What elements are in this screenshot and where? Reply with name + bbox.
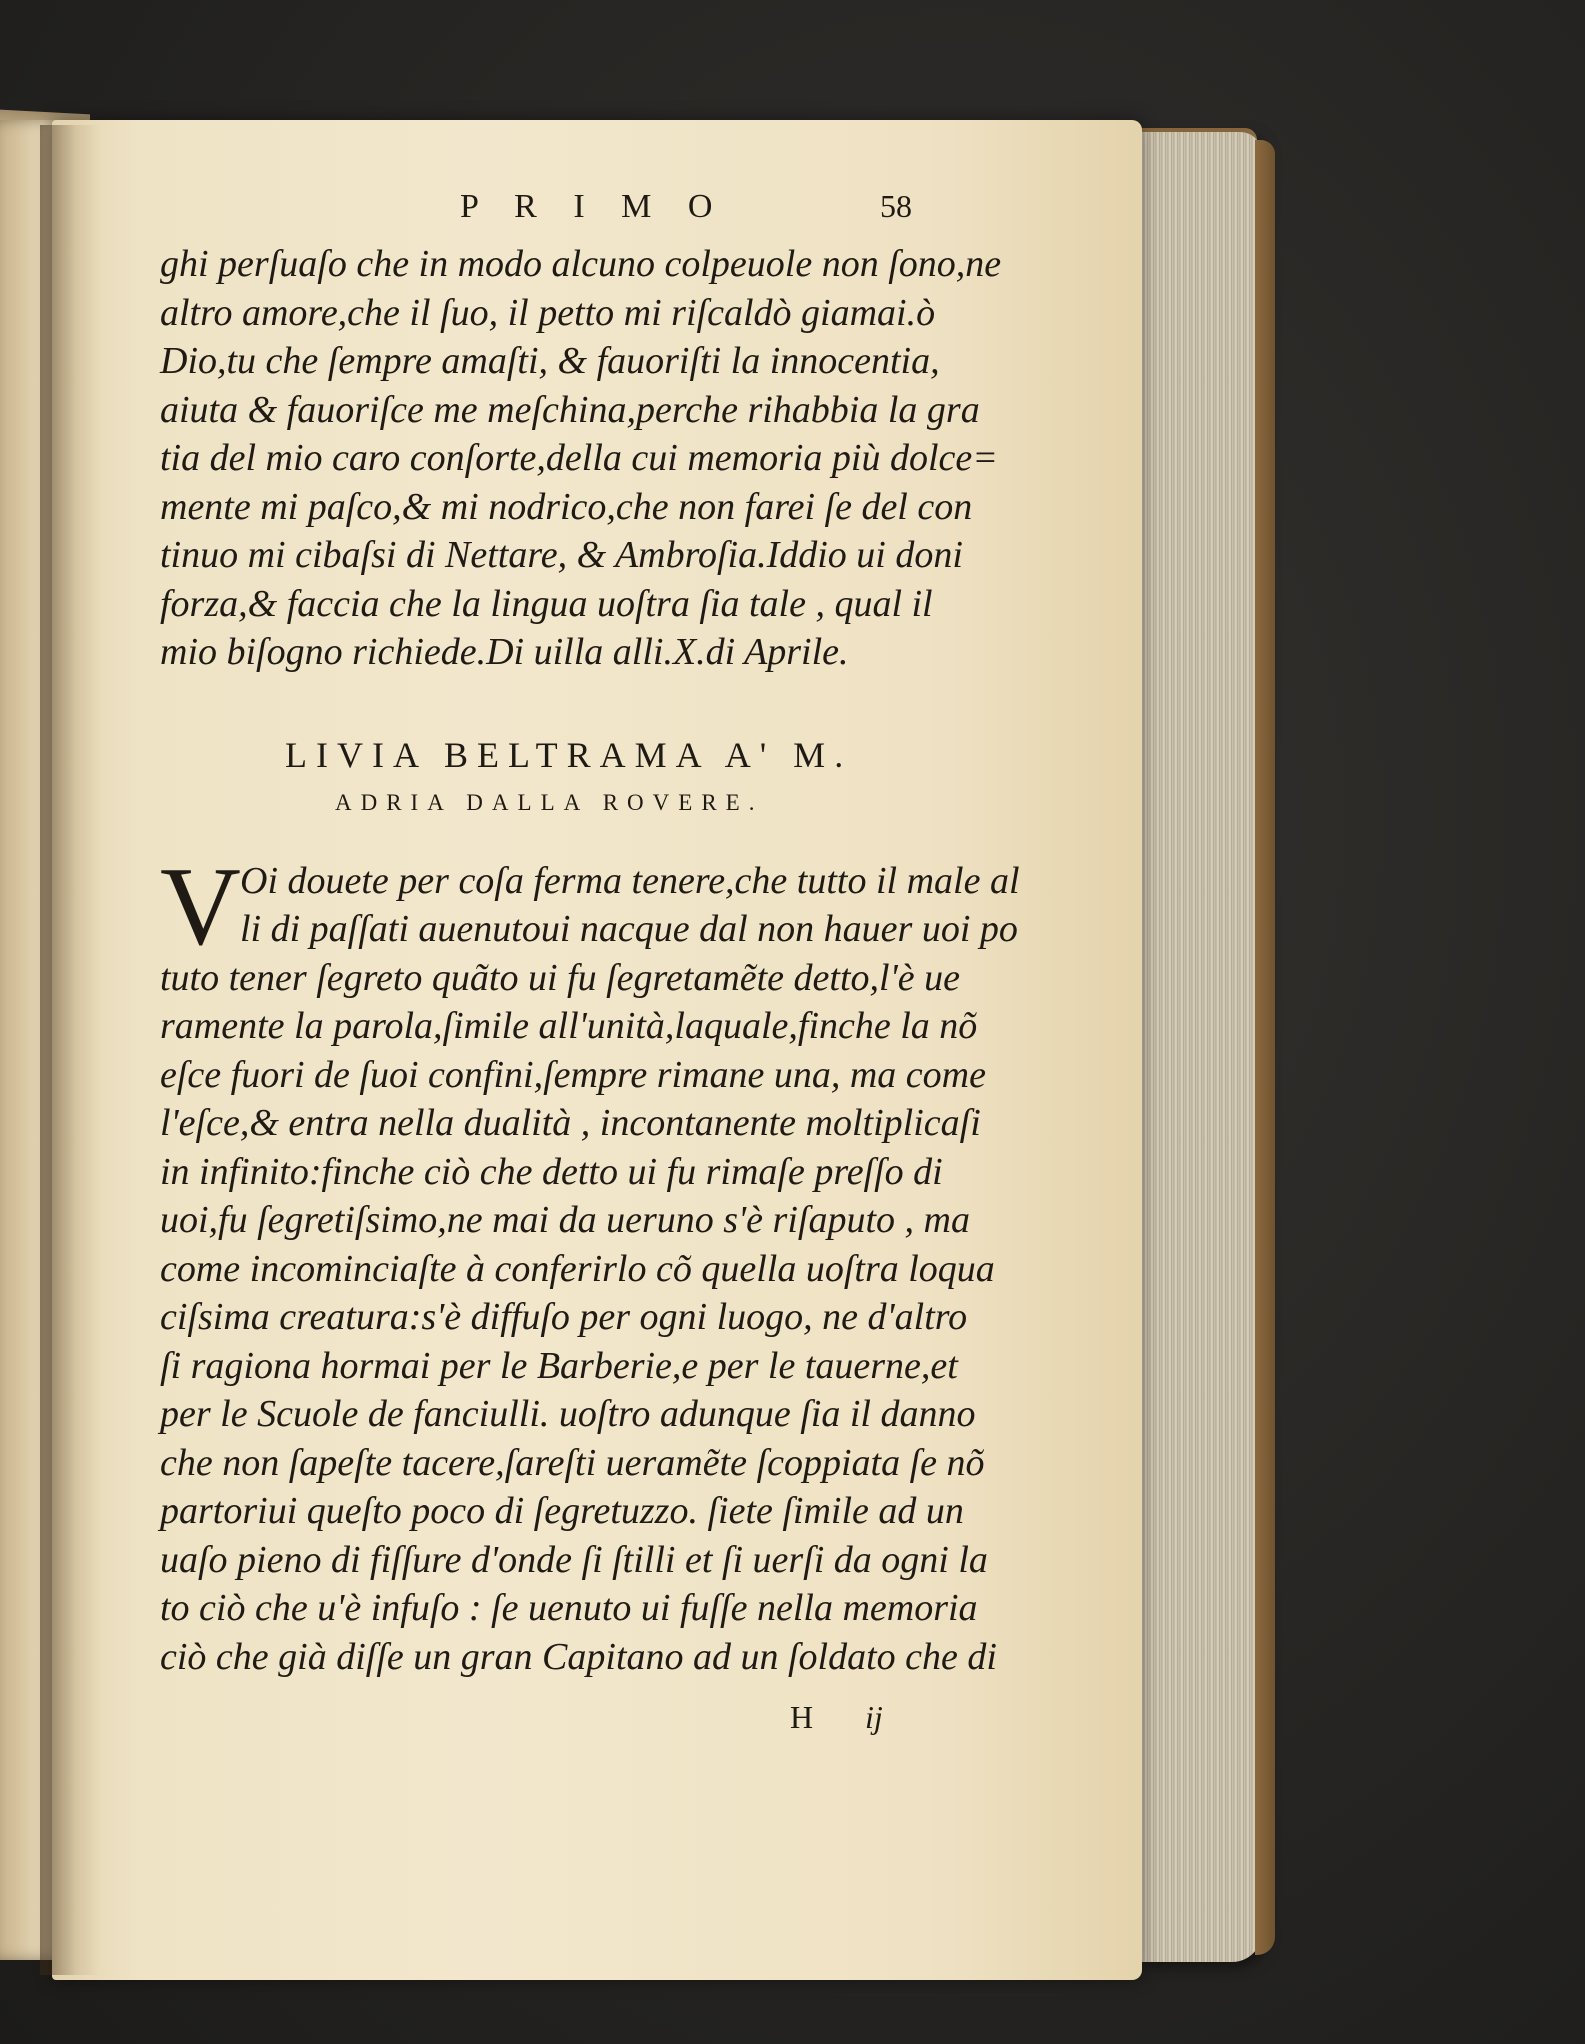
text-line: uaſo pieno di fiſſure d'onde ſi ſtilli et ſi uerſi da ogni la xyxy=(160,1538,988,1581)
text-line: ciſsima creatura:s'è diffuſo per ogni luogo, ne d'altro xyxy=(160,1296,968,1338)
text-line: ciò che già diſſe un gran Capitano ad un ſoldato che di xyxy=(160,1635,997,1678)
text-line: ghi perſuaſo che in modo alcuno colpeuole non ſono,ne xyxy=(160,243,1002,285)
text-line: tuto tener ſegreto quãto ui fu ſegretamẽte detto,l'è ue xyxy=(160,956,960,999)
text-line: che non ſapeſte tacere,ſareſti ueramẽte ſcoppiata ſe nõ xyxy=(160,1441,985,1484)
page-text xyxy=(160,180,1020,1741)
text-line: aiuta & fauoriſce me meſchina,perche rihabbia la gra xyxy=(160,388,980,431)
text-line: uoi,fu ſegretiſsimo,ne mai da ueruno s'è riſaputo , ma xyxy=(160,1199,970,1241)
text-line: li di paſſati auenutoui nacque dal non hauer uoi po xyxy=(240,908,1018,950)
text-line: partoriui queſto poco di ſegretuzzo. ſiete ſimile ad un xyxy=(160,1490,964,1532)
text-line: come incominciaſte à conferirlo cõ quella uoſtra loqua xyxy=(160,1247,995,1290)
page-stack-edges xyxy=(1142,132,1262,1962)
letter-heading-sender: LIVIA BELTRAMA A' M. xyxy=(285,734,853,775)
letter-heading-recipient: ADRIA DALLA ROVERE. xyxy=(335,789,764,815)
text-line: Oi douete per coſa ferma tenere,che tutto il male al xyxy=(240,859,1020,902)
running-title: P R I M O xyxy=(460,188,727,225)
text-line: mente mi paſco,& mi nodrico,che non farei ſe del con xyxy=(160,485,973,528)
text-line: altro amore,che il ſuo, il petto mi riſcaldò giamai.ò xyxy=(160,291,936,334)
text-line: forza,& faccia che la lingua uoſtra ſia tale , qual il xyxy=(160,582,933,625)
text-line: mio biſogno richiede.Di uilla alli.X.di Aprile. xyxy=(160,631,849,673)
text-line: tinuo mi cibaſsi di Nettare, & Ambroſia.Iddio ui doni xyxy=(160,534,963,576)
drop-cap: V xyxy=(160,844,241,969)
letter-2-body xyxy=(160,844,1020,1682)
text-line: eſce fuori de ſuoi confini,ſempre rimane una, ma come xyxy=(160,1053,986,1096)
text-line: tia del mio caro conſorte,della cui memoria più dolce= xyxy=(160,437,998,479)
text-line: to ciò che u'è infuſo : ſe uenuto ui fuſſe nella memoria xyxy=(160,1587,978,1629)
signature-letter: H xyxy=(790,1699,814,1735)
text-line: per le Scuole de fanciulli. uoſtro adunque ſia il danno xyxy=(160,1393,976,1435)
running-head xyxy=(160,180,1020,240)
book-cover-edge xyxy=(1255,140,1275,1955)
signature-numeral: ij xyxy=(865,1699,883,1735)
text-line: l'eſce,& entra nella dualità , incontanente moltiplicaſi xyxy=(160,1102,981,1144)
gutter-shadow xyxy=(40,125,100,1975)
text-line: in infinito:finche ciò che detto ui fu rimaſe preſſo di xyxy=(160,1150,943,1193)
letter-1-ending xyxy=(160,240,1020,677)
text-line: ſi ragiona hormai per le Barberie,e per le tauerne,et xyxy=(160,1344,958,1387)
page-number: 58 xyxy=(880,188,912,224)
signature-mark xyxy=(160,1681,1020,1741)
text-line: Dio,tu che ſempre amaſti, & fauoriſti la innocentia, xyxy=(160,340,940,382)
text-line: ramente la parola,ſimile all'unità,laquale,finche la nõ xyxy=(160,1005,978,1047)
